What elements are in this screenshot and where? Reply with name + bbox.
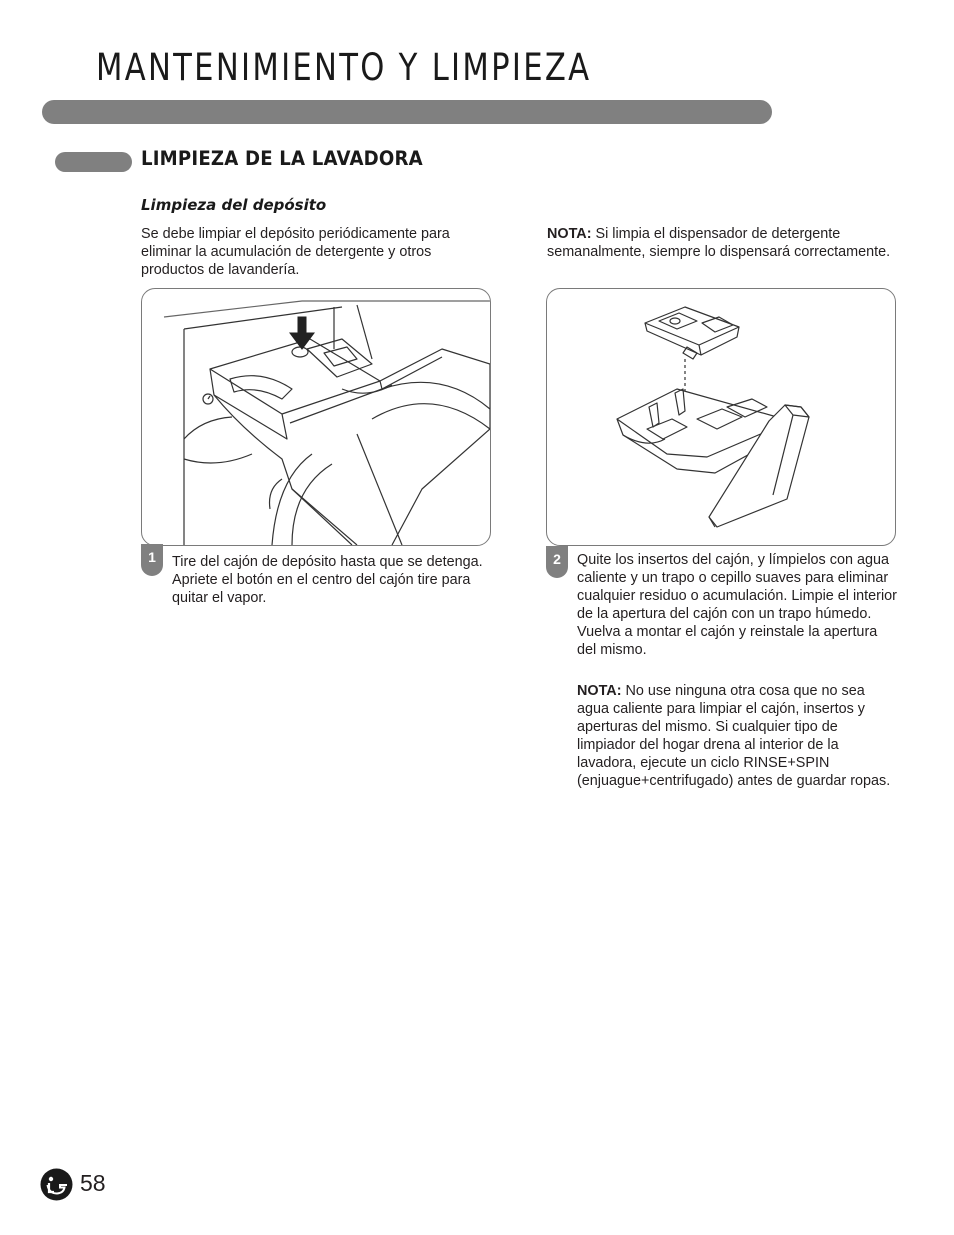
title-bar [42,100,772,124]
intro-paragraph: Se debe limpiar el depósito periódicamente para eliminar la acumulación de detergente y otros productos de lavandería. [141,226,450,278]
figure-drawer-insert [546,288,896,546]
section-heading: LIMPIEZA DE LA LAVADORA [141,147,423,170]
step-2-note-label: NOTA: [577,683,622,699]
figure-drawer-pulled [141,288,491,546]
step-badge-1: 1 [141,544,163,576]
section-pill [55,152,132,172]
page-title: MANTENIMIENTO Y LIMPIEZA [96,46,592,89]
step-badge-2: 2 [546,546,568,578]
top-note-label: NOTA: [547,226,592,242]
page-number: 58 [80,1170,106,1196]
top-note [547,225,897,261]
step-2-note-text: No use ninguna otra cosa que no sea agua caliente para limpiar el cajón, insertos y aperturas del mismo. Si cualquier tipo de limpiador del hogar drena al interior de la lavadora, ejecute un ciclo RINSE+SPIN (enjuague+centrifugado) antes de guardar ropas. [577,683,891,789]
step-2-text: Quite los insertos del cajón, y límpielos con agua caliente y un trapo o cepillo suaves para eliminar cualquier residuo o acumulación. Limpie el interior de la apertura del cajón con un trapo húmedo. Vuelva a montar el cajón y reinstale la apertura del mismo. [577,552,897,658]
top-note-text: Si limpia el dispensador de detergente semanalmente, siempre lo dispensará correctamente. [547,226,891,260]
subheading: Limpieza del depósito [141,196,327,214]
step-2-note [577,682,895,790]
drawer-insert-illustration [547,289,895,545]
step-1-text: Tire del cajón de depósito hasta que se detenga. Apriete el botón en el centro del cajón tire para quitar el vapor. [172,554,483,606]
lg-logo-icon [40,1168,73,1201]
drawer-pulled-illustration [142,289,490,545]
